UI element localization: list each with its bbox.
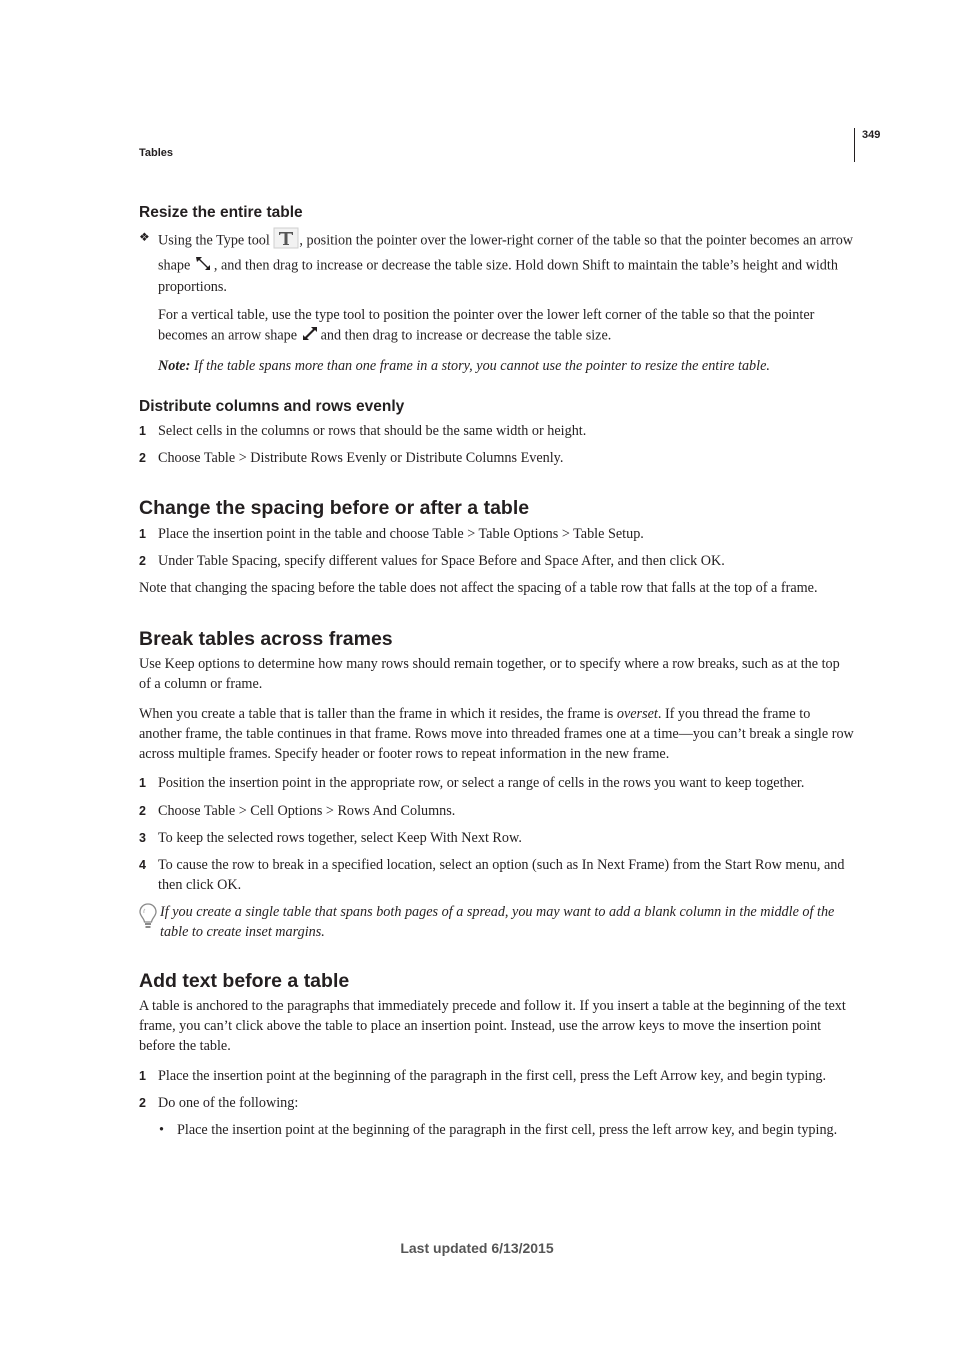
diamond-bullet-icon: ❖ [139,230,150,244]
heading-distribute: Distribute columns and rows evenly [139,398,405,415]
tip-text: If you create a single table that spans both pages of a spread, you may want to add a blank column in the middle of the table to create inset margins. [160,904,835,940]
overset-term: overset [616,706,658,722]
add-text-paragraph: A table is anchored to the paragraphs that immediately precede and follow it. If you insert a table at the beginning of the text frame, you can’t click above the table to place an insertion point. Instead, use the arrow keys to move the insertion point before the table. [139,998,846,1054]
resize-instruction [139,227,855,297]
list-item [139,551,855,571]
list-item [139,421,855,441]
sub-list-item [139,1120,855,1140]
step-text: Position the insertion point in the appropriate row, or select a range of cells in the rows you want to keep together. [158,775,805,791]
list-item [139,448,855,468]
note-label: Note: [158,358,191,374]
list-item [139,1093,855,1113]
step-text: To cause the row to break in a specified location, select an option (such as In Next Frame) from the Start Row menu, and then click OK. [158,857,845,893]
resize-text-3: , and then drag to increase or decrease the table size. Hold down Shift to maintain the table’s height and width proportions. [158,257,838,295]
page-number: 349 [862,129,881,141]
bullet-icon: • [159,1122,164,1138]
lightbulb-tip-icon [139,903,157,937]
sub-list-text: Place the insertion point at the beginning of the paragraph in the first cell, press the left arrow key, and begin typing. [177,1122,838,1138]
footer-last-updated: Last updated 6/13/2015 [400,1240,554,1256]
step-number: 1 [139,776,146,790]
step-text: To keep the selected rows together, select Keep With Next Row. [158,830,522,846]
step-text: Select cells in the columns or rows that should be the same width or height. [158,423,587,439]
step-text: Do one of the following: [158,1095,299,1111]
spacing-note: Note that changing the spacing before the table does not affect the spacing of a table row that falls at the top of a frame. [139,580,818,596]
list-item [139,801,855,821]
running-head: Tables [139,147,174,159]
heading-add-text: Add text before a table [139,970,350,992]
step-text: Under Table Spacing, specify different values for Space Before and Space After, and then click OK. [158,553,725,569]
overset-text-2: . If you thread the frame to another frame, the table continues in that frame. Rows move into threaded frames one at a time—you can’t break a single row across multiple frames. Specify header or footer rows to repeat information in the new frame. [139,706,854,762]
step-number: 2 [139,554,146,568]
step-number: 2 [139,1096,146,1110]
vertical-table-paragraph [139,305,855,347]
step-number: 1 [139,1069,146,1083]
list-item [139,524,855,544]
resize-note [139,356,855,376]
step-text: Place the insertion point in the table and choose Table > Table Options > Table Setup. [158,526,644,542]
list-item [139,1066,855,1086]
step-text: Choose Table > Cell Options > Rows And Columns. [158,803,456,819]
type-tool-icon [273,227,299,255]
tip-paragraph [139,902,855,942]
step-number: 2 [139,804,146,818]
diagonal-resize-arrow-icon-vertical [301,325,321,347]
step-number: 2 [139,451,146,465]
list-item [139,828,855,848]
list-item [139,773,855,793]
page-content [139,203,855,1140]
overset-text-1: When you create a table that is taller than the frame in which it resides, the frame is [139,706,617,722]
step-number: 3 [139,831,146,845]
heading-resize-table: Resize the entire table [139,204,303,221]
step-text: Place the insertion point at the beginning of the paragraph in the first cell, press the Left Arrow key, and begin typing. [158,1068,827,1084]
page-number-rule [854,128,855,162]
step-number: 1 [139,424,146,438]
break-overset-paragraph [139,704,855,764]
vertical-text-1: For a vertical table, use the type tool to position the pointer over the lower left corner of the table so that the pointer becomes an arrow shape [158,307,815,344]
step-number: 1 [139,527,146,541]
heading-change-spacing: Change the spacing before or after a table [139,497,530,519]
resize-text-1: Using the Type tool [158,232,274,249]
heading-break-tables: Break tables across frames [139,628,393,650]
step-number: 4 [139,858,146,872]
vertical-text-2: and then drag to increase or decrease the table size. [320,327,612,344]
diagonal-resize-arrow-icon [194,255,214,277]
list-item [139,855,855,895]
note-text: If the table spans more than one frame in a story, you cannot use the pointer to resize the entire table. [190,358,770,374]
break-intro-paragraph: Use Keep options to determine how many rows should remain together, or to specify where a row breaks, such as at the top of a column or frame. [139,656,840,692]
resize-text-2: , position the pointer over the lower-right corner of the table so that the pointer becomes an arrow shape [158,232,854,274]
step-text: Choose Table > Distribute Rows Evenly or Distribute Columns Evenly. [158,450,564,466]
